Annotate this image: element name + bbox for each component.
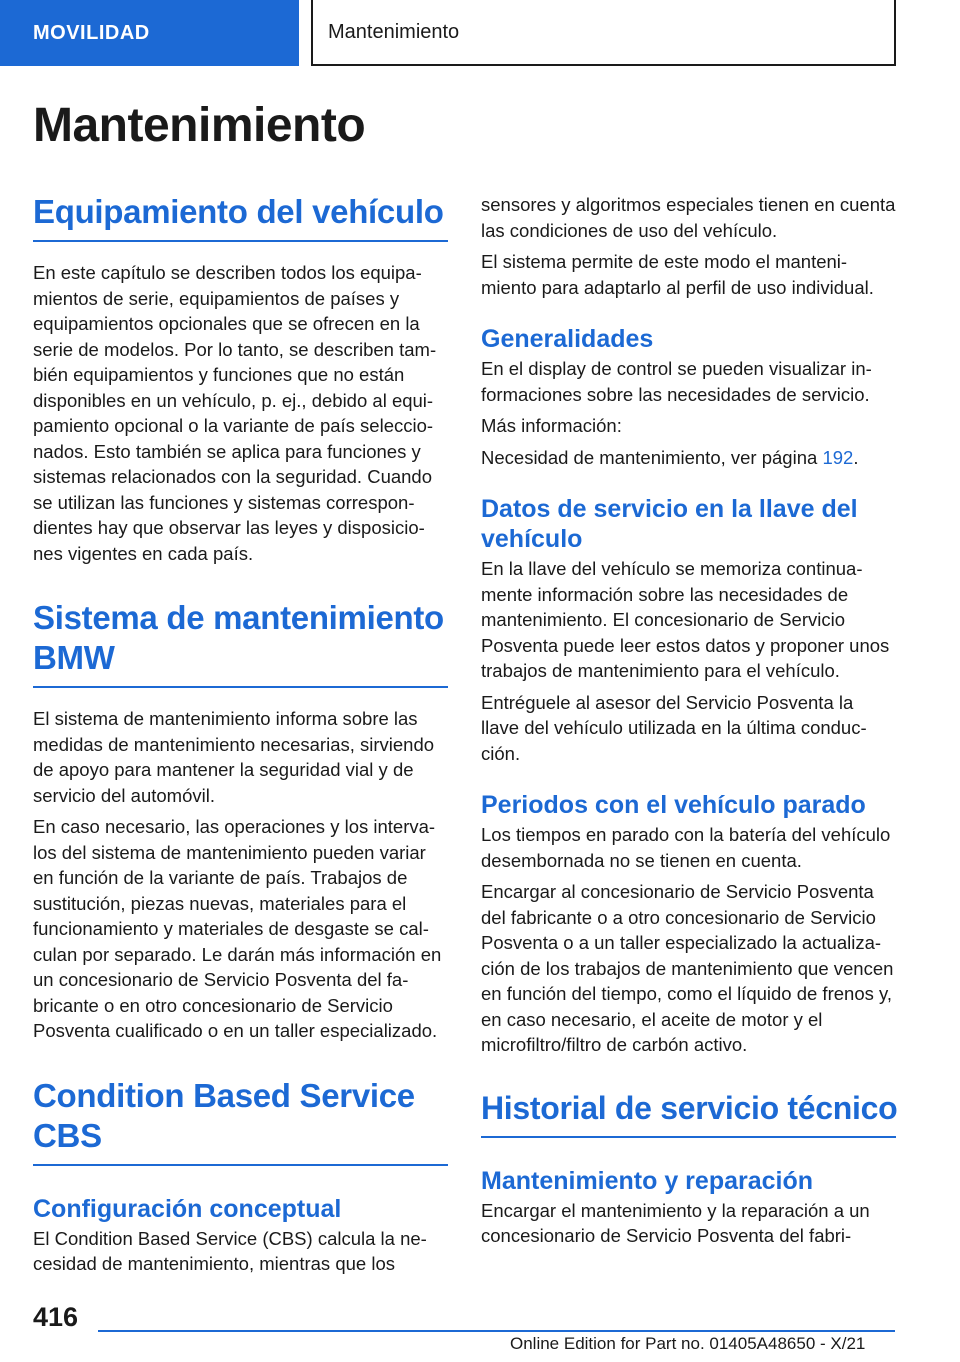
section-title-cbs: Condition Based Service CBS [33, 1076, 448, 1166]
header-chapter-tab [311, 0, 896, 66]
header-chapter-label: Mantenimiento [328, 20, 460, 43]
section-title-maintenance-system: Sistema de mantenimiento BMW [33, 598, 448, 688]
paragraph-with-link [481, 445, 896, 471]
page-title: Mantenimiento [33, 99, 366, 152]
left-column [33, 192, 448, 1277]
paragraph: El sistema de mantenimiento informa sobre las medidas de mantenimiento necesarias, sirviendo de apoyo para mantener la seguridad vial y de servicio del automóvil. [33, 708, 435, 806]
subheading-key-data: Datos de servicio en la llave del vehículo [481, 495, 858, 553]
subheading-maintenance-repair: Mantenimiento y reparación [481, 1166, 814, 1195]
footer-divider [98, 1330, 895, 1332]
page-reference-link[interactable]: 192 [822, 446, 854, 468]
paragraph: Los tiempos en parado con la batería del vehículo desembornada no se tienen en cuenta. [481, 824, 891, 871]
paragraph: Entréguele al asesor del Servicio Posventa la llave del vehículo utilizada en la última conducción. [481, 691, 867, 764]
paragraph: En el display de control se pueden visualizar informaciones sobre las necesidades de servicio. [481, 358, 872, 405]
subheading-general: Generalidades [481, 325, 654, 353]
header-section-tab [0, 0, 299, 66]
paragraph: Encargar el mantenimiento y la reparación a un concesionario de Servicio Posventa del fabri- [481, 1199, 870, 1246]
section-title-service-history: Historial de servicio técnico [481, 1088, 896, 1138]
paragraph-text: Necesidad de mantenimiento, ver página [481, 446, 823, 468]
paragraph: El Condition Based Service (CBS) calcula la necesidad de mantenimiento, mientras que los [33, 1227, 427, 1274]
paragraph: El sistema permite de este modo el mantenimiento para adaptarlo al perfil de uso individual. [481, 251, 874, 298]
right-column [481, 192, 896, 1249]
paragraph: sensores y algoritmos especiales tienen en cuenta las condiciones de uso del vehículo. [481, 194, 896, 241]
paragraph: En este capítulo se describen todos los equipamientos de serie, equipamientos de países y equipamientos opcionales que se ofrecen en la serie de modelos. Por lo tanto, se describen también equipamientos y funciones que no están disponibles en un vehículo, p. ej., debido al equipamiento opcional o la variante de país seleccionados. Esto también se aplica para funciones y sistemas relacionados con la seguridad. Cuando se utilizan las funciones y sistemas correspondientes hay que observar las leyes y disposiciones vigentes en cada país. [33, 262, 437, 564]
header-section-label: MOVILIDAD [33, 21, 150, 44]
section-title-equipment: Equipamiento del vehículo [33, 192, 448, 242]
paragraph: Encargar al concesionario de Servicio Posventa del fabricante o a otro concesionario de Servicio Posventa o a un taller especializado la actualización de los trabajos de mantenimiento que vencen en función del tiempo, como el líquido de frenos y, en caso necesario, el aceite de motor y el microfiltro/filtro de carbón activo. [481, 881, 894, 1055]
paragraph: En caso necesario, las operaciones y los intervalos del sistema de mantenimiento pueden variar en función de la variante de país. Trabajos de sustitución, piezas nuevas, materiales para el funcionamiento y materiales de desgaste se calculan por separado. Le darán más información en un concesionario de Servicio Posventa del fabricante o en otro concesionario de Servicio Posventa cualificado o en un taller especializado. [33, 816, 442, 1041]
paragraph-end: . [853, 446, 859, 468]
subheading-parked-periods: Periodos con el vehículo parado [481, 791, 866, 819]
footer-edition: Online Edition for Part no. 01405A48650 - X/21 [510, 1334, 866, 1353]
subheading-concept: Configuración conceptual [33, 1194, 342, 1223]
page-number: 416 [33, 1302, 79, 1332]
paragraph: Más información: [481, 415, 622, 436]
paragraph: En la llave del vehículo se memoriza continuamente información sobre las necesidades de mantenimiento. El concesionario de Servicio Posventa puede leer estos datos y proponer unos trabajos de mantenimiento para el vehículo. [481, 558, 890, 681]
